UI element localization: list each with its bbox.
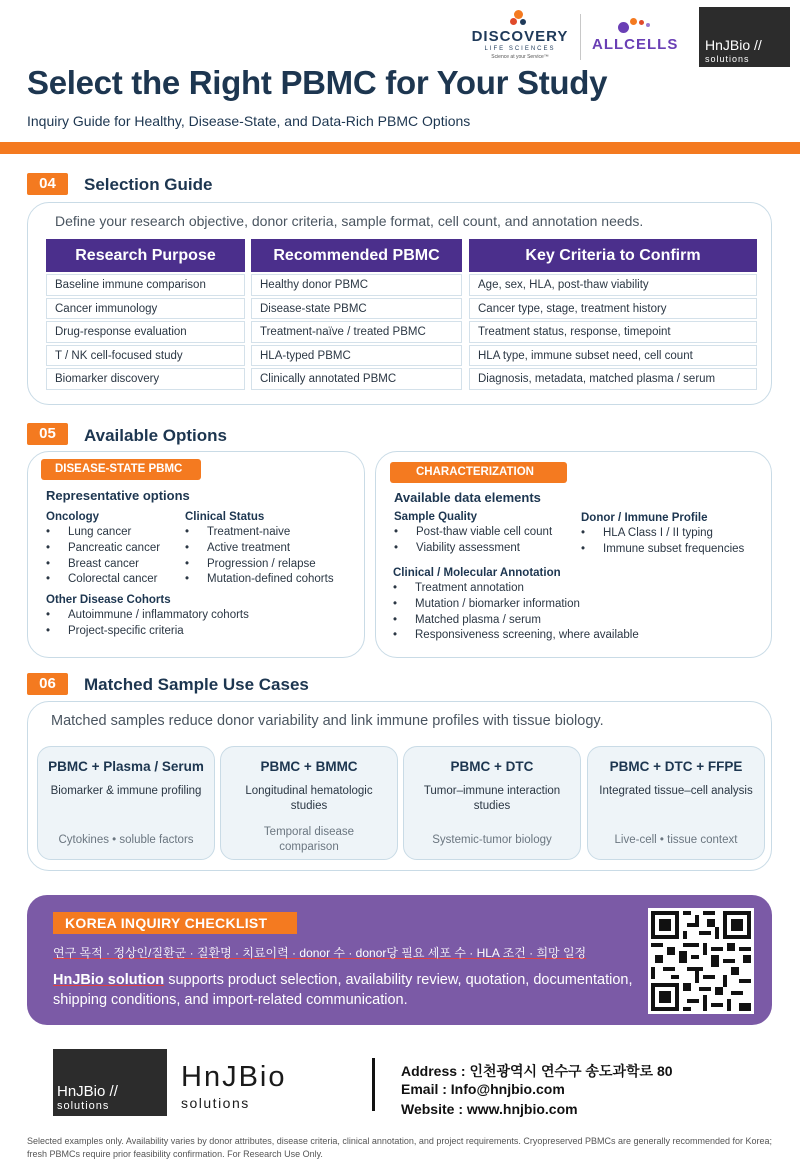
section-title-available-options: Available Options — [84, 426, 227, 445]
use-case-title: PBMC + DTC + FFPE — [609, 759, 743, 774]
guide-cell: Diagnosis, metadata, matched plasma / serum — [469, 368, 757, 390]
discovery-logo — [470, 8, 570, 60]
use-case-title: PBMC + DTC — [450, 759, 534, 774]
use-case-description: Tumor–immune interaction studies — [423, 785, 561, 812]
clinical-annotation-list — [393, 582, 639, 645]
checklist-korean-items: 연구 목적 · 정상인/질환군 · 질환명 · 치료이력 · donor 수 · donor당 필요 세포 수 · HLA 조건 · 희망 일정 — [53, 946, 587, 960]
donor-profile-list — [581, 527, 744, 559]
qr-code[interactable] — [648, 908, 754, 1014]
checklist-body — [53, 970, 633, 1010]
section-title-selection-guide: Selection Guide — [84, 175, 213, 194]
use-case-note: Live-cell • tissue context — [614, 834, 738, 846]
list-item: • Pancreatic cancer — [46, 542, 160, 558]
list-item: • Viability assessment — [394, 542, 552, 558]
guide-cell: Cancer immunology — [46, 298, 245, 320]
guide-cell: Clinically annotated PBMC — [251, 368, 462, 390]
guide-cell: Treatment status, response, timepoint — [469, 321, 757, 343]
hnjbio-footer-logo-sub: solutions — [57, 1100, 110, 1112]
discovery-logo-sub: LIFE SCIENCES — [484, 46, 556, 52]
list-item: • Breast cancer — [46, 558, 160, 574]
use-case-note: Temporal disease comparison — [263, 826, 355, 853]
list-item: • Immune subset frequencies — [581, 543, 744, 559]
oncology-title: Oncology — [46, 511, 100, 523]
sample-quality-list — [394, 526, 552, 558]
checklist-brand: HnJBio solution — [53, 972, 165, 988]
list-item: • Treatment annotation — [393, 582, 639, 598]
other-cohorts-list — [46, 609, 249, 641]
list-item: • Active treatment — [185, 542, 334, 558]
header-accent-bar — [0, 142, 800, 154]
clinical-status-list — [185, 526, 334, 589]
guide-cell: Disease-state PBMC — [251, 298, 462, 320]
contact-email[interactable]: Email : Info@hnjbio.com — [401, 1081, 565, 1097]
guide-cell: T / NK cell-focused study — [46, 345, 245, 367]
guide-cell: Treatment-naïve / treated PBMC — [251, 321, 462, 343]
sample-quality-title: Sample Quality — [394, 511, 478, 523]
use-case-card — [220, 746, 398, 860]
guide-cell: HLA-typed PBMC — [251, 345, 462, 367]
use-case-note: Cytokines • soluble factors — [58, 834, 194, 846]
list-item: • Mutation-defined cohorts — [185, 573, 334, 589]
list-item: • Matched plasma / serum — [393, 614, 639, 630]
guide-header-criteria: Key Criteria to Confirm — [469, 239, 757, 272]
guide-cell: HLA type, immune subset need, cell count — [469, 345, 757, 367]
hnjbio-footer-logo-name: HnJBio // — [57, 1083, 118, 1100]
list-item: • Progression / relapse — [185, 558, 334, 574]
section-title-matched-samples: Matched Sample Use Cases — [84, 675, 309, 694]
footer-divider — [372, 1058, 375, 1111]
allcells-logo-name: ALLCELLS — [592, 36, 679, 53]
guide-cell: Age, sex, HLA, post-thaw viability — [469, 274, 757, 296]
disease-state-tag: DISEASE-STATE PBMC — [41, 459, 201, 480]
list-item: • Autoimmune / inflammatory cohorts — [46, 609, 249, 625]
use-case-card — [403, 746, 581, 860]
hnjbio-wordmark-sub: solutions — [181, 1095, 250, 1111]
list-item: • Responsiveness screening, where available — [393, 629, 639, 645]
use-case-note: Systemic-tumor biology — [432, 834, 552, 846]
use-case-description: Longitudinal hematologic studies — [245, 785, 373, 812]
guide-column-criteria — [469, 239, 757, 390]
contact-website[interactable]: Website : www.hnjbio.com — [401, 1101, 578, 1117]
guide-column-recommended — [251, 239, 462, 390]
list-item: • Post-thaw viable cell count — [394, 526, 552, 542]
section-number-04: 04 — [27, 173, 68, 195]
use-case-description: Integrated tissue–cell analysis — [599, 785, 753, 797]
allcells-logo-mark — [592, 16, 688, 36]
page-subtitle: Inquiry Guide for Healthy, Disease-State, and Data-Rich PBMC Options — [27, 113, 471, 129]
use-case-title: PBMC + BMMC — [260, 759, 358, 774]
qr-code-icon — [651, 911, 751, 1011]
list-item: • Colorectal cancer — [46, 573, 160, 589]
guide-column-purpose — [46, 239, 245, 390]
use-case-title: PBMC + Plasma / Serum — [48, 759, 204, 774]
list-item: • Lung cancer — [46, 526, 160, 542]
guide-cell: Healthy donor PBMC — [251, 274, 462, 296]
characterization-heading: Available data elements — [394, 490, 541, 505]
use-case-description: Biomarker & immune profiling — [50, 785, 202, 797]
hnjbio-wordmark: HnJBio — [181, 1061, 287, 1093]
disclaimer: Selected examples only. Availability varies by donor attributes, disease criteria, clinical annotation, and project requirements. Cryopreserved PBMCs are generally recommended for Korea; fresh PBMCs require prior feasibility confirmation. For Research Use Only. — [27, 1136, 773, 1159]
checklist-body-text: supports product selection, availability review, quotation, documentation, shipping conditions, and import-related communication. — [53, 972, 633, 1008]
section-number-06: 06 — [27, 673, 68, 695]
hnjbio-logo-sub: solutions — [705, 54, 750, 64]
oncology-list — [46, 526, 160, 589]
list-item: • Project-specific criteria — [46, 625, 249, 641]
list-item: • Treatment-naive — [185, 526, 334, 542]
characterization-tag: CHARACTERIZATION — [390, 462, 567, 483]
donor-profile-title: Donor / Immune Profile — [581, 512, 708, 524]
selection-guide-lead: Define your research objective, donor criteria, sample format, cell count, and annotation needs. — [55, 213, 644, 229]
guide-header-purpose: Research Purpose — [46, 239, 245, 272]
checklist-tag: KOREA INQUIRY CHECKLIST — [53, 912, 297, 934]
other-cohorts-title: Other Disease Cohorts — [46, 594, 171, 606]
use-case-card — [587, 746, 765, 860]
hnjbio-logo-name: HnJBio // — [705, 37, 762, 53]
guide-cell: Biomarker discovery — [46, 368, 245, 390]
hnjbio-logo-top — [699, 7, 790, 67]
use-case-card — [37, 746, 215, 860]
disease-state-heading: Representative options — [46, 488, 190, 503]
clinical-status-title: Clinical Status — [185, 511, 265, 523]
clinical-annotation-title: Clinical / Molecular Annotation — [393, 567, 561, 579]
list-item: • Mutation / biomarker information — [393, 598, 639, 614]
discovery-logo-tagline: Science at your Service™ — [491, 54, 549, 60]
matched-samples-lead: Matched samples reduce donor variability and link immune profiles with tissue biology. — [51, 713, 604, 729]
page-title: Select the Right PBMC for Your Study — [27, 64, 608, 101]
discovery-logo-mark — [470, 8, 570, 28]
contact-address: Address : 인천광역시 연수구 송도과학로 80 — [401, 1063, 673, 1079]
section-number-05: 05 — [27, 423, 68, 445]
guide-cell: Drug-response evaluation — [46, 321, 245, 343]
discovery-logo-name: DISCOVERY — [471, 28, 569, 45]
guide-cell: Cancer type, stage, treatment history — [469, 298, 757, 320]
logo-divider — [580, 14, 581, 60]
list-item: • HLA Class I / II typing — [581, 527, 744, 543]
guide-header-recommended: Recommended PBMC — [251, 239, 462, 272]
hnjbio-logo-bottom — [53, 1049, 167, 1116]
allcells-logo — [592, 16, 688, 53]
guide-cell: Baseline immune comparison — [46, 274, 245, 296]
